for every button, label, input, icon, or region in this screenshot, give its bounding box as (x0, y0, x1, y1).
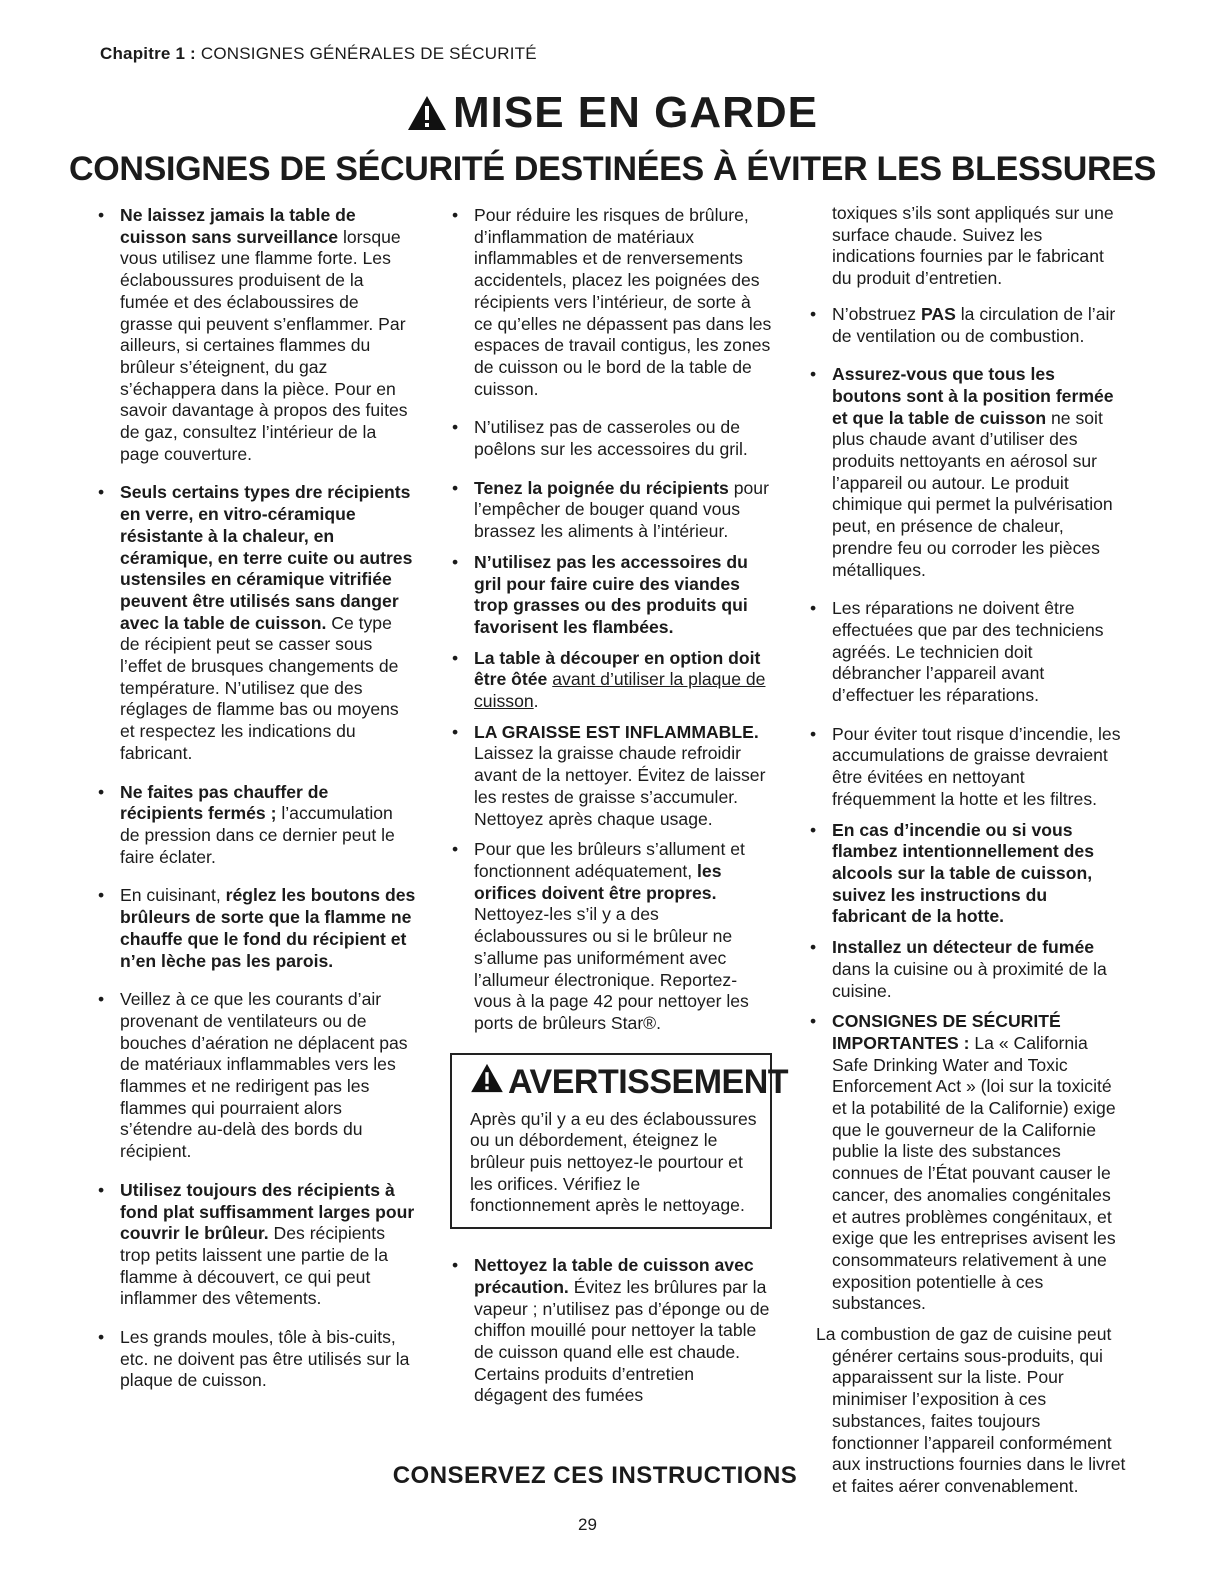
column-2 (450, 205, 789, 1424)
safety-item: • Ne laissez jamais la table de cuisson sans surveillance lorsque vous utilisez une flamme forte. Les éclaboussures produisent de la fumée et des éclaboussires de grasse qui peuvent s’enflammer. Par ailleurs, si certaines flammes du brûleur s’éteignent, du gaz s’échappera dans la pièce. Pour en savoir davantage à propos des fuites de gaz, consultez l’intérieur de la page couverture. (98, 205, 408, 464)
bullet: • (98, 205, 105, 225)
bullet: • (452, 205, 459, 225)
safety-item: • Pour que les brûleurs s’allument et fonctionnent adéquatement, les orifices doivent être propres. Nettoyez-les s’il y a des éclaboussures ou si le brûleur ne s’allume pas uniformément avec l’allumeur électronique. Reportez-vous à la page 42 pour nettoyer les ports de brûleurs Star®. (452, 839, 749, 1033)
bullet: • (810, 819, 817, 840)
bullet: • (452, 551, 459, 572)
bullet: • (98, 482, 105, 503)
bullet: • (452, 417, 459, 438)
safety-item: • Veillez à ce que les courants d’air provenant de ventilateurs ou de bouches d’aération ne déplacent pas de matériaux inflammables vers les flammes et ne redirigent pas les flammes qui pourraient alors s’étendre au-delà des bords du récipient. (98, 989, 408, 1162)
safety-item: • Les grands moules, tôle à bis-cuits, etc. ne doivent pas être utilisés sur la plaque de cuisson. (98, 1327, 410, 1391)
safety-item: • N’obstruez PAS la circulation de l’air de ventilation ou de combustion. (810, 303, 1116, 346)
safety-item: • CONSIGNES DE SÉCURITÉ IMPORTANTES : La « California Safe Drinking Water and Toxic Enforcement Act » (loi sur la toxicité et la potabilité de la Californie) exige que le gouverneur de la Californie publie la liste des substances connues de l’État pouvant causer le cancer, des anomalies congénitales et autres problèmes congénitaux, et exige que les entreprises avisent les consommateurs relativement à une exposition potentielle à ces substances. (810, 1011, 1116, 1314)
bullet: • (98, 1327, 105, 1348)
warning-triangle-icon (407, 92, 447, 142)
bullet: • (98, 1179, 105, 1200)
bullet: • (452, 839, 459, 860)
safety-item: • Ne faites pas chauffer de récipients fermés ; l’accumulation de pression dans ce dernier peut le faire éclater. (98, 781, 395, 867)
column-1 (96, 205, 416, 1409)
bullet: • (810, 723, 817, 744)
chapter-label: Chapitre 1 : (100, 44, 196, 63)
safety-item: • Les réparations ne doivent être effectuées que par des techniciens agréés. Le technicien doit débrancher l’appareil avant d’effectuer les réparations. (810, 598, 1104, 706)
bullet: • (452, 721, 459, 742)
bullet: • (810, 303, 817, 324)
avertissement-title (470, 1061, 789, 1103)
bullet: • (452, 477, 459, 498)
safety-item: • N’utilisez pas de casseroles ou de poêlons sur les accessoires du gril. (452, 417, 748, 460)
sub-title: CONSIGNES DE SÉCURITÉ DESTINÉES À ÉVITER LES BLESSURES (68, 150, 1157, 188)
bullet: • (98, 885, 105, 906)
avertissement-title-text: AVERTISSEMENT (508, 1062, 789, 1101)
safety-item: • Installez un détecteur de fumée dans la cuisine ou à proximité de la cuisine. (810, 937, 1107, 1001)
bullet: • (98, 989, 105, 1010)
main-title-text: MISE EN GARDE (452, 88, 819, 137)
avertissement-text: Après qu’il y a eu des éclaboussures ou un débordement, éteignez le brûleur puis nettoyez-le pourtour et les orifices. Vérifiez le fonctionnement après le nettoyage. (470, 1108, 757, 1216)
bullet: • (810, 598, 817, 619)
safety-item: • LA GRAISSE EST INFLAMMABLE. Laissez la graisse chaude refroidir avant de la nettoyer. Évitez de laisser les restes de graisse s’accumuler. Nettoyez après chaque usage. (452, 721, 766, 829)
safety-item: • N’utilisez pas les accessoires du gril pour faire cuire des viandes trop grasses ou des produits qui favorisent les flambées. (452, 551, 748, 637)
safety-item: • La table à découper en option doit être ôtée avant d’utiliser la plaque de cuisson. (452, 647, 766, 712)
safety-item: • En cas d’incendie ou si vous flambez intentionnellement des alcools sur la table de cuisson, suivez les instructions du fabricant de la hotte. (810, 819, 1094, 927)
continued-text: toxiques s’ils sont appliqués sur une surface chaude. Suivez les indications fournies par le fabricant du produit d’entretien. (832, 203, 1114, 289)
bullet: • (810, 1011, 817, 1032)
bullet: • (98, 781, 105, 802)
main-warning-title (0, 88, 1225, 142)
bullet: • (810, 937, 817, 958)
bullet: • (452, 647, 459, 668)
warning-triangle-icon (470, 1061, 504, 1103)
bullet: • (810, 364, 817, 385)
column-3 (808, 205, 1126, 1508)
safety-item: • Nettoyez la table de cuisson avec précaution. Évitez les brûlures par la vapeur ; n’utilisez pas d’éponge ou de chiffon mouillé pour nettoyer la table de cuisson quand elle est chaude. Certains produits d’entretien dégagent des fumées (452, 1255, 770, 1406)
bullet: • (452, 1255, 459, 1276)
page-number: 29 (578, 1515, 597, 1534)
safety-item: • Pour réduire les risques de brûlure, d’inflammation de matériaux inflammables et de renversements accidentels, placez les poignées des récipients vers l’intérieur, de sorte à ce qu’elles ne dépassent pas dans les espaces de travail contigus, les zones de cuisson ou le bord de la table de cuisson. (452, 205, 772, 399)
safety-item: • Pour éviter tout risque d’incendie, les accumulations de graisse devraient être évitées en nettoyant fréquemment la hotte et les filtres. (810, 723, 1121, 809)
safety-item: • Tenez la poignée du récipients pour l’empêcher de bouger quand vous brassez les aliments à l’intérieur. (452, 477, 769, 542)
safety-item: • Assurez-vous que tous les boutons sont à la position fermée et que la table de cuisson ne soit plus chaude avant d’utiliser des produits nettoyants en aérosol sur l’appareil ou autour. Le produit chimique qui permet la pulvérisation peut, en présence de chaleur, prendre feu ou corroder les pièces métalliques. (810, 364, 1114, 580)
combustion-paragraph: La combustion de gaz de cuisine peut générer certains sous-produits, qui apparaissent sur la liste. Pour minimiser l’exposition à ces substances, faites toujours fonctionner l’appareil conformément aux instructions fournies dans le livret et faites aérer convenablement. (816, 1324, 1126, 1496)
chapter-title: CONSIGNES GÉNÉRALES DE SÉCURITÉ (200, 44, 537, 63)
safety-item: • Seuls certains types dre récipients en verre, en vitro-céramique résistante à la chaleur, en céramique, en terre cuite ou autres ustensiles en céramique vitrifiée peuvent être utilisés sans danger avec la table de cuisson. Ce type de récipient peut se casser sous l’effet de brusques changements de température. N’utilisez que des réglages de flamme bas ou moyens et respectez les indications du fabricant. (98, 482, 413, 763)
avertissement-box (450, 1053, 789, 1230)
save-instructions-footer: CONSERVEZ CES INSTRUCTIONS (392, 1462, 798, 1489)
safety-item: • En cuisinant, réglez les boutons des brûleurs de sorte que la flamme ne chauffe que le fond du récipient et n’en lèche pas les parois. (98, 885, 416, 971)
safety-item: • Utilisez toujours des récipients à fond plat suffisamment larges pour couvrir le brûleur. Des récipients trop petits laissent une partie de la flamme à découvert, ce qui peut inflammer des vêtements. (98, 1179, 415, 1309)
chapter-header (100, 44, 537, 64)
